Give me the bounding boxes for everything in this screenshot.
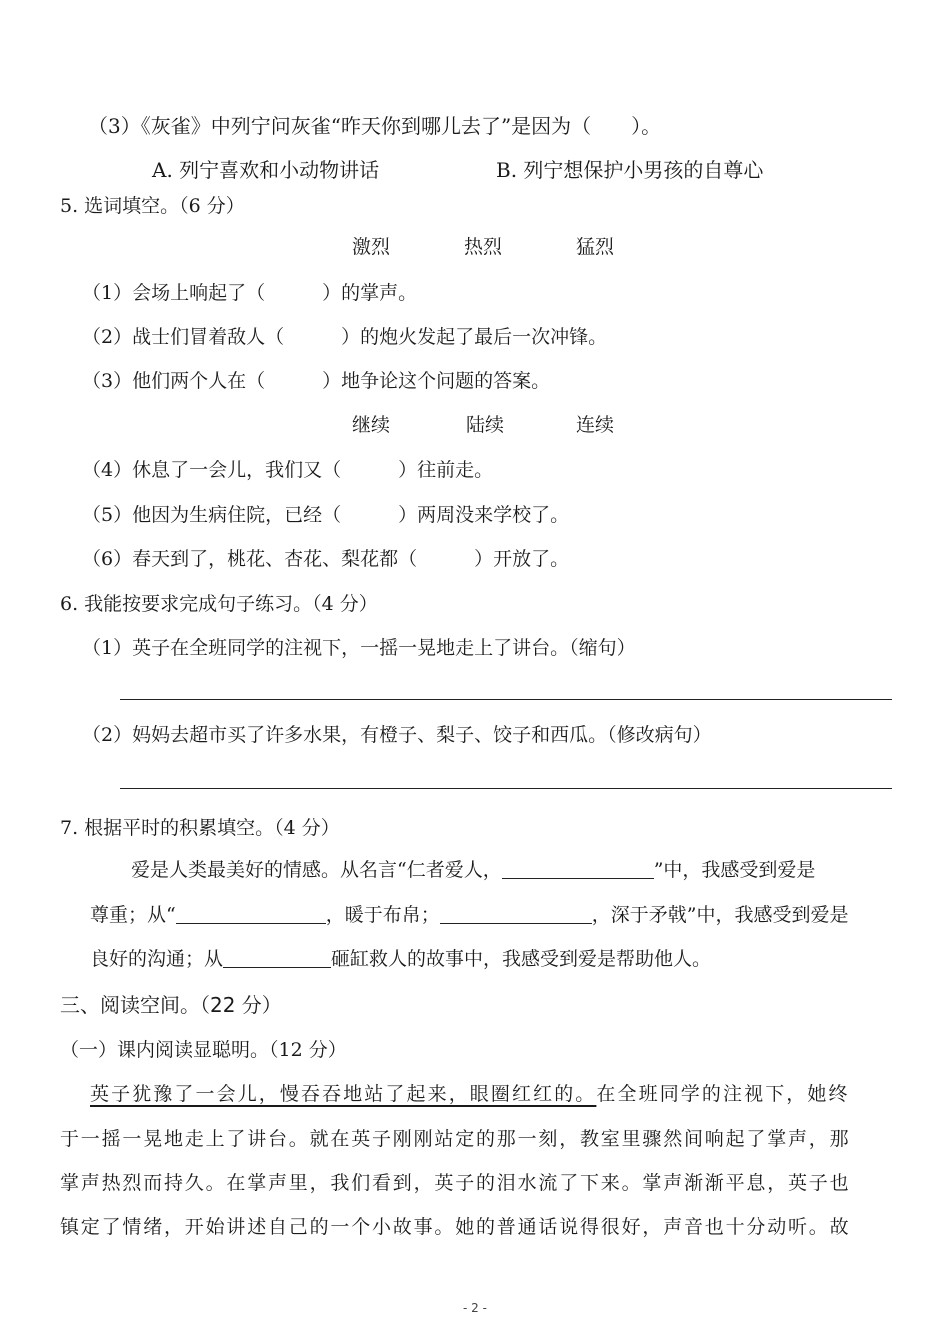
q7-line-3 bbox=[90, 947, 711, 971]
q7-text: 砸缸救人的故事中，我感受到爱是帮助他人。 bbox=[331, 948, 712, 970]
q5-item: （5）他因为生病住院，已经（ ）两周没来学校了。 bbox=[82, 504, 570, 526]
q5-word-option: 继续 bbox=[352, 414, 391, 436]
q7-title: 7. 根据平时的积累填空。（4 分） bbox=[60, 817, 340, 839]
q7-text: 良好的沟通；从 bbox=[90, 948, 224, 970]
q5-item: （4）休息了一会儿，我们又（ ）往前走。 bbox=[82, 459, 494, 481]
reading-passage-line bbox=[90, 1082, 905, 1106]
q4-item-3: （3）《灰雀》中列宁问灰雀“昨天你到哪儿去了”是因为（ ）。 bbox=[88, 114, 662, 138]
fill-blank[interactable] bbox=[176, 905, 326, 924]
q5-word-option: 激烈 bbox=[352, 236, 391, 258]
fill-blank[interactable] bbox=[502, 860, 654, 879]
q5-title: 5. 选词填空。（6 分） bbox=[60, 195, 245, 217]
fill-blank[interactable] bbox=[440, 905, 592, 924]
q7-text: 爱是人类最美好的情感。从名言“仁者爱人， bbox=[131, 859, 502, 881]
section-3-subtitle: （一）课内阅读显聪明。（12 分） bbox=[60, 1039, 347, 1061]
page-number: - 2 - bbox=[463, 1301, 487, 1315]
q4-option-b: B. 列宁想保护小男孩的自尊心 bbox=[496, 158, 764, 182]
q5-item: （2）战士们冒着敌人（ ）的炮火发起了最后一次冲锋。 bbox=[82, 326, 608, 348]
q7-text: 尊重；从“ bbox=[90, 904, 176, 926]
q7-text: ，暖于布帛； bbox=[325, 904, 440, 926]
reading-passage-line: 镇定了情绪，开始讲述自己的一个小故事。她的普通话说得很好，声音也十分动听。故 bbox=[60, 1216, 851, 1238]
q6-item-1: （1）英子在全班同学的注视下，一摇一晃地走上了讲台。（缩句） bbox=[82, 637, 636, 659]
q6-title: 6. 我能按要求完成句子练习。（4 分） bbox=[60, 593, 378, 615]
q7-line-2 bbox=[90, 903, 848, 927]
fill-blank[interactable] bbox=[223, 949, 331, 968]
answer-line[interactable] bbox=[120, 699, 892, 700]
q4-option-a: A. 列宁喜欢和小动物讲话 bbox=[152, 158, 380, 182]
q5-word-option: 热烈 bbox=[464, 236, 503, 258]
q6-item-2: （2）妈妈去超市买了许多水果，有橙子、梨子、饺子和西瓜。（修改病句） bbox=[82, 724, 712, 746]
q5-item: （6）春天到了，桃花、杏花、梨花都（ ）开放了。 bbox=[82, 548, 570, 570]
reading-passage-line: 掌声热烈而持久。在掌声里，我们看到，英子的泪水流了下来。掌声渐渐平息，英子也 bbox=[60, 1172, 851, 1194]
reading-passage-line: 于一摇一晃地走上了讲台。就在英子刚刚站定的那一刻，教室里骤然间响起了掌声，那 bbox=[60, 1128, 851, 1150]
section-3-title: 三、阅读空间。（22 分） bbox=[60, 993, 282, 1017]
passage-text: 在全班同学的注视下，她终 bbox=[596, 1083, 850, 1105]
q5-word-option: 陆续 bbox=[466, 414, 505, 436]
underlined-sentence: 英子犹豫了一会儿，慢吞吞地站了起来，眼圈红红的。 bbox=[90, 1083, 597, 1105]
q5-item: （3）他们两个人在（ ）地争论这个问题的答案。 bbox=[82, 370, 551, 392]
q5-item: （1）会场上响起了（ ）的掌声。 bbox=[82, 282, 418, 304]
q7-line-1 bbox=[131, 858, 815, 882]
q5-word-option: 猛烈 bbox=[576, 236, 615, 258]
answer-line[interactable] bbox=[120, 788, 892, 789]
q7-text: ，深于矛戟”中，我感受到爱是 bbox=[591, 904, 849, 926]
q5-word-option: 连续 bbox=[576, 414, 615, 436]
q7-text: ”中，我感受到爱是 bbox=[653, 859, 816, 881]
